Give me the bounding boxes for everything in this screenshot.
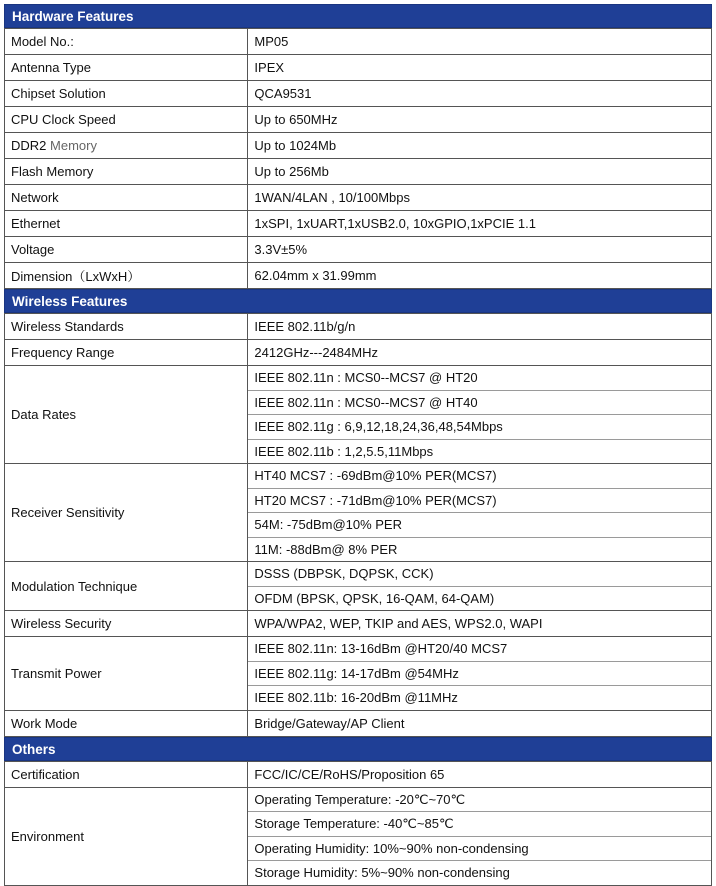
spec-value-list (248, 562, 712, 611)
spec-value: Up to 256Mb (248, 159, 712, 185)
spec-value: 2412GHz---2484MHz (248, 340, 712, 366)
spec-row (5, 159, 712, 185)
spec-label: Flash Memory (5, 159, 248, 185)
spec-value: Up to 1024Mb (248, 133, 712, 159)
spec-row (5, 340, 712, 366)
spec-label: Work Mode (5, 710, 248, 736)
spec-row (5, 81, 712, 107)
spec-label: Antenna Type (5, 55, 248, 81)
spec-table (4, 28, 712, 289)
spec-value: IEEE 802.11n : MCS0--MCS7 @ HT40 (248, 390, 711, 415)
spec-value: OFDM (BPSK, QPSK, 16-QAM, 64-QAM) (248, 586, 711, 611)
spec-row (5, 562, 712, 611)
spec-value: Operating Humidity: 10%~90% non-condensing (248, 836, 711, 861)
spec-row (5, 464, 712, 562)
spec-value: Storage Temperature: -40℃~85℃ (248, 811, 711, 836)
spec-label: Modulation Technique (5, 562, 248, 611)
spec-label: Data Rates (5, 366, 248, 464)
spec-label: Transmit Power (5, 637, 248, 711)
spec-row (5, 787, 712, 885)
spec-value: 54M: -75dBm@10% PER (248, 512, 711, 537)
spec-value: QCA9531 (248, 81, 712, 107)
spec-row (5, 55, 712, 81)
spec-label: CPU Clock Speed (5, 107, 248, 133)
spec-label: Certification (5, 761, 248, 787)
spec-value: 3.3V±5% (248, 237, 712, 263)
spec-row (5, 133, 712, 159)
spec-sheet (4, 4, 712, 886)
spec-value-list (248, 366, 712, 464)
spec-value-list (248, 637, 712, 711)
spec-row (5, 761, 712, 787)
section-header: Hardware Features (4, 4, 712, 28)
spec-value: 1WAN/4LAN , 10/100Mbps (248, 185, 712, 211)
spec-value: HT20 MCS7 : -71dBm@10% PER(MCS7) (248, 488, 711, 513)
spec-label: Network (5, 185, 248, 211)
spec-label: Voltage (5, 237, 248, 263)
spec-row (5, 107, 712, 133)
spec-table (4, 313, 712, 737)
spec-value: IEEE 802.11g : 6,9,12,18,24,36,48,54Mbps (248, 414, 711, 439)
spec-label: Wireless Security (5, 611, 248, 637)
spec-label: DDR2 Memory (5, 133, 248, 159)
spec-value: MP05 (248, 29, 712, 55)
spec-value: Up to 650MHz (248, 107, 712, 133)
spec-label: Wireless Standards (5, 314, 248, 340)
spec-value: IEEE 802.11b/g/n (248, 314, 712, 340)
spec-row (5, 237, 712, 263)
spec-value: FCC/IC/CE/RoHS/Proposition 65 (248, 761, 712, 787)
spec-row (5, 211, 712, 237)
spec-value: 1xSPI, 1xUART,1xUSB2.0, 10xGPIO,1xPCIE 1.1 (248, 211, 712, 237)
spec-row (5, 263, 712, 289)
spec-value: IEEE 802.11g: 14-17dBm @54MHz (248, 661, 711, 686)
spec-row (5, 637, 712, 711)
spec-value: IEEE 802.11n: 13-16dBm @HT20/40 MCS7 (254, 641, 508, 656)
spec-value: 62.04mm x 31.99mm (248, 263, 712, 289)
spec-row (5, 29, 712, 55)
spec-label: Frequency Range (5, 340, 248, 366)
section-header: Others (4, 737, 712, 761)
spec-value: Bridge/Gateway/AP Client (248, 710, 712, 736)
spec-row (5, 611, 712, 637)
spec-label: Environment (5, 787, 248, 885)
spec-value-list (248, 787, 712, 885)
spec-value: Storage Humidity: 5%~90% non-condensing (248, 860, 711, 885)
spec-label: Model No.: (5, 29, 248, 55)
spec-label: Receiver Sensitivity (5, 464, 248, 562)
spec-label: Chipset Solution (5, 81, 248, 107)
spec-row (5, 314, 712, 340)
spec-value: IPEX (248, 55, 712, 81)
spec-row (5, 185, 712, 211)
spec-value: HT40 MCS7 : -69dBm@10% PER(MCS7) (254, 468, 497, 483)
spec-value: DSSS (DBPSK, DQPSK, CCK) (254, 566, 434, 581)
spec-label: Dimension（LxWxH） (5, 263, 248, 289)
spec-value: IEEE 802.11b : 1,2,5.5,11Mbps (248, 439, 711, 464)
spec-row (5, 366, 712, 464)
section-header: Wireless Features (4, 289, 712, 313)
spec-value-list (248, 464, 712, 562)
spec-value: IEEE 802.11n : MCS0--MCS7 @ HT20 (254, 370, 478, 385)
spec-row (5, 710, 712, 736)
spec-value: Operating Temperature: -20℃~70℃ (254, 791, 466, 807)
spec-label: Ethernet (5, 211, 248, 237)
spec-value: 11M: -88dBm@ 8% PER (248, 537, 711, 562)
spec-table (4, 761, 712, 886)
spec-value: IEEE 802.11b: 16-20dBm @11MHz (248, 685, 711, 710)
spec-value: WPA/WPA2, WEP, TKIP and AES, WPS2.0, WAPI (248, 611, 712, 637)
